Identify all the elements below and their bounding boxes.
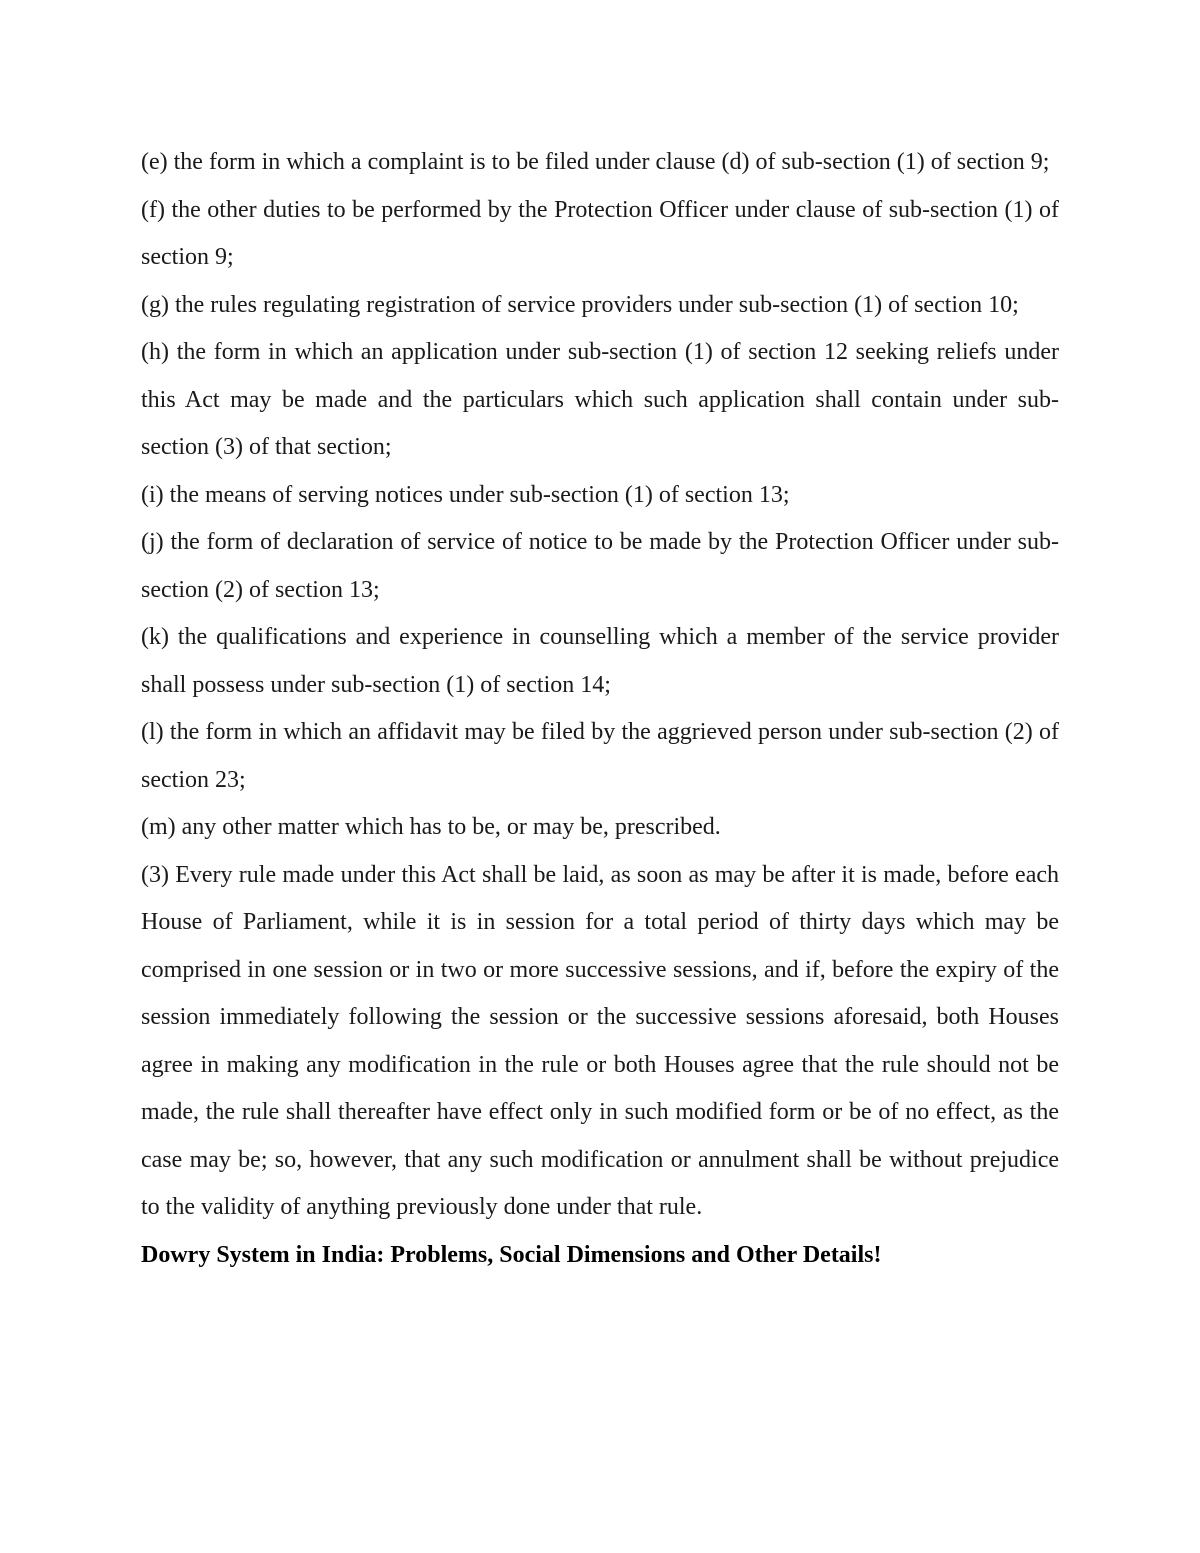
clause-h: (h) the form in which an application under sub-section (1) of section 12 seeking reliefs under this Act may be made and the particulars which such application shall contain under sub-section (3) of that section; xyxy=(141,339,1059,460)
clause-m: (m) any other matter which has to be, or may be, prescribed. xyxy=(141,814,721,840)
document-body xyxy=(141,139,1059,1279)
clause-l: (l) the form in which an affidavit may be filed by the aggrieved person under sub-section (2) of section 23; xyxy=(141,719,1059,793)
clause-e: (e) the form in which a complaint is to be filed under clause (d) of sub-section (1) of section 9; xyxy=(141,149,1050,175)
clause-k: (k) the qualifications and experience in counselling which a member of the service provider shall possess under sub-section (1) of section 14; xyxy=(141,624,1059,698)
clause-j: (j) the form of declaration of service of notice to be made by the Protection Officer under sub-section (2) of section 13; xyxy=(141,529,1059,603)
clause-i: (i) the means of serving notices under sub-section (1) of section 13; xyxy=(141,481,790,508)
clause-f: (f) the other duties to be performed by the Protection Officer under clause of sub-section (1) of section 9; xyxy=(141,196,1059,270)
clause-g: (g) the rules regulating registration of service providers under sub-section (1) of section 10; xyxy=(141,291,1019,318)
subsection-3: (3) Every rule made under this Act shall be laid, as soon as may be after it is made, before each House of Parliament, while it is in session for a total period of thirty days which may be comprised in one session or in two or more successive sessions, and if, before the expiry of the session immediately following the session or the successive sessions aforesaid, both Houses agree in making any modification in the rule or both Houses agree that the rule should not be made, the rule shall thereafter have effect only in such modified form or be of no effect, as the case may be; so, however, that any such modification or annulment shall be without prejudice to the validity of anything previously done under that rule. xyxy=(141,861,1059,1220)
section-heading: Dowry System in India: Problems, Social Dimensions and Other Details! xyxy=(141,1241,882,1268)
